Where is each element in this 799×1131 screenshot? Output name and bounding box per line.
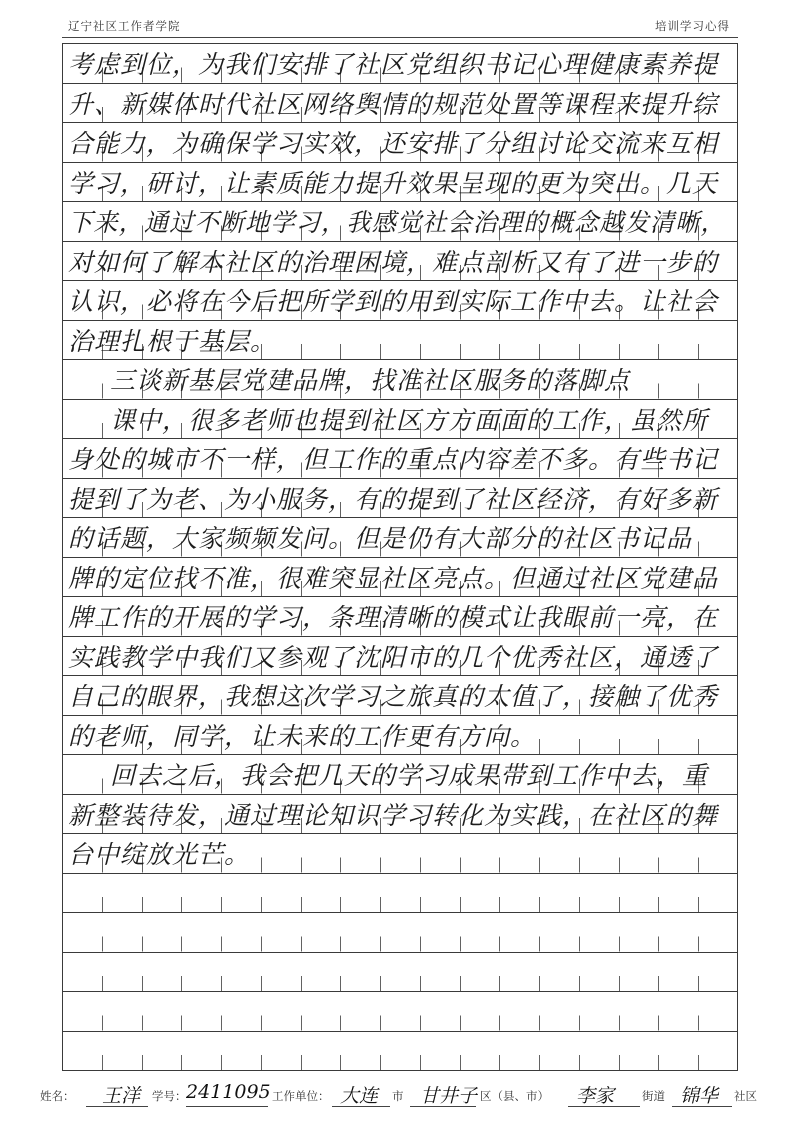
district-underline (410, 1106, 476, 1107)
institution-name: 辽宁社区工作者学院 (68, 19, 181, 33)
text-line: 身处的城市不一样，但工作的重点内容差不多。有些书记 (68, 445, 719, 474)
text-line: 下来，通过不断地学习，我感觉社会治理的概念越发清晰， (68, 208, 726, 237)
student-id-underline (186, 1106, 268, 1107)
page-header (62, 14, 738, 34)
text-line: 三谈新基层党建品牌，找准社区服务的落脚点 (110, 366, 631, 395)
header-rule (62, 37, 738, 38)
text-line: 升、新媒体时代社区网络舆情的规范处置等课程来提升综 (68, 89, 719, 119)
name-value: 王洋 (102, 1085, 141, 1107)
city-value: 大连 (340, 1085, 379, 1107)
text-line: 的老师，同学，让未来的工作更有方向。 (68, 721, 537, 751)
work-unit-label: 工作单位： (272, 1089, 330, 1103)
text-line: 学习，研讨，让素质能力提升效果呈现的更为突出。几天 (68, 168, 719, 198)
text-line: 台中绽放光芒。 (68, 840, 251, 869)
text-line: 治理扎根于基层。 (68, 326, 277, 356)
name-underline (86, 1106, 148, 1107)
text-line: 牌的定位找不准，很难突显社区亮点。但通过社区党建品 (68, 563, 719, 593)
document-type: 培训学习心得 (655, 19, 730, 33)
text-line: 的话题，大家频频发问。但是仍有大部分的社区书记品 (68, 524, 693, 553)
student-id-label: 学号： (152, 1089, 187, 1103)
city-suffix: 市 (392, 1089, 404, 1103)
street-value: 李家 (576, 1085, 615, 1107)
street-suffix: 街道 (642, 1089, 665, 1103)
community-suffix: 社区 (734, 1089, 757, 1103)
writing-grid (62, 43, 738, 1071)
text-line: 对如何了解本社区的治理困境，难点剖析又有了进一步的 (68, 247, 719, 277)
district-suffix: 区（县、市） (480, 1089, 549, 1103)
name-label: 姓名： (40, 1089, 75, 1103)
text-line: 回去之后，我会把几天的学习成果带到工作中去，重 (110, 761, 709, 790)
community-underline (672, 1106, 732, 1107)
text-line: 牌工作的开展的学习，条理清晰的模式让我眼前一亮，在 (68, 603, 719, 632)
text-line: 课中，很多老师也提到社区方方面面的工作，虽然所 (110, 405, 709, 435)
text-line: 自己的眼界，我想这次学习之旅真的太值了，接触了优秀 (68, 682, 719, 711)
street-underline (568, 1106, 640, 1107)
student-id-value: 2411095 (186, 1081, 271, 1103)
community-value: 锦华 (680, 1085, 719, 1107)
signature-footer (40, 1080, 760, 1110)
city-underline (332, 1106, 390, 1107)
text-line: 合能力，为确保学习实效，还安排了分组讨论交流来互相 (68, 129, 719, 158)
district-value: 甘井子 (420, 1085, 478, 1107)
text-line: 实践教学中我们又参观了沈阳市的几个优秀社区，通透了 (68, 642, 719, 672)
text-line: 考虑到位，为我们安排了社区党组织书记心理健康素养提 (68, 50, 719, 79)
text-line: 新整装待发，通过理论知识学习转化为实践，在社区的舞 (68, 800, 719, 830)
text-line: 提到了为老、为小服务，有的提到了社区经济，有好多新 (68, 484, 719, 514)
text-line: 认识，必将在今后把所学到的用到实际工作中去。让社会 (68, 287, 719, 316)
